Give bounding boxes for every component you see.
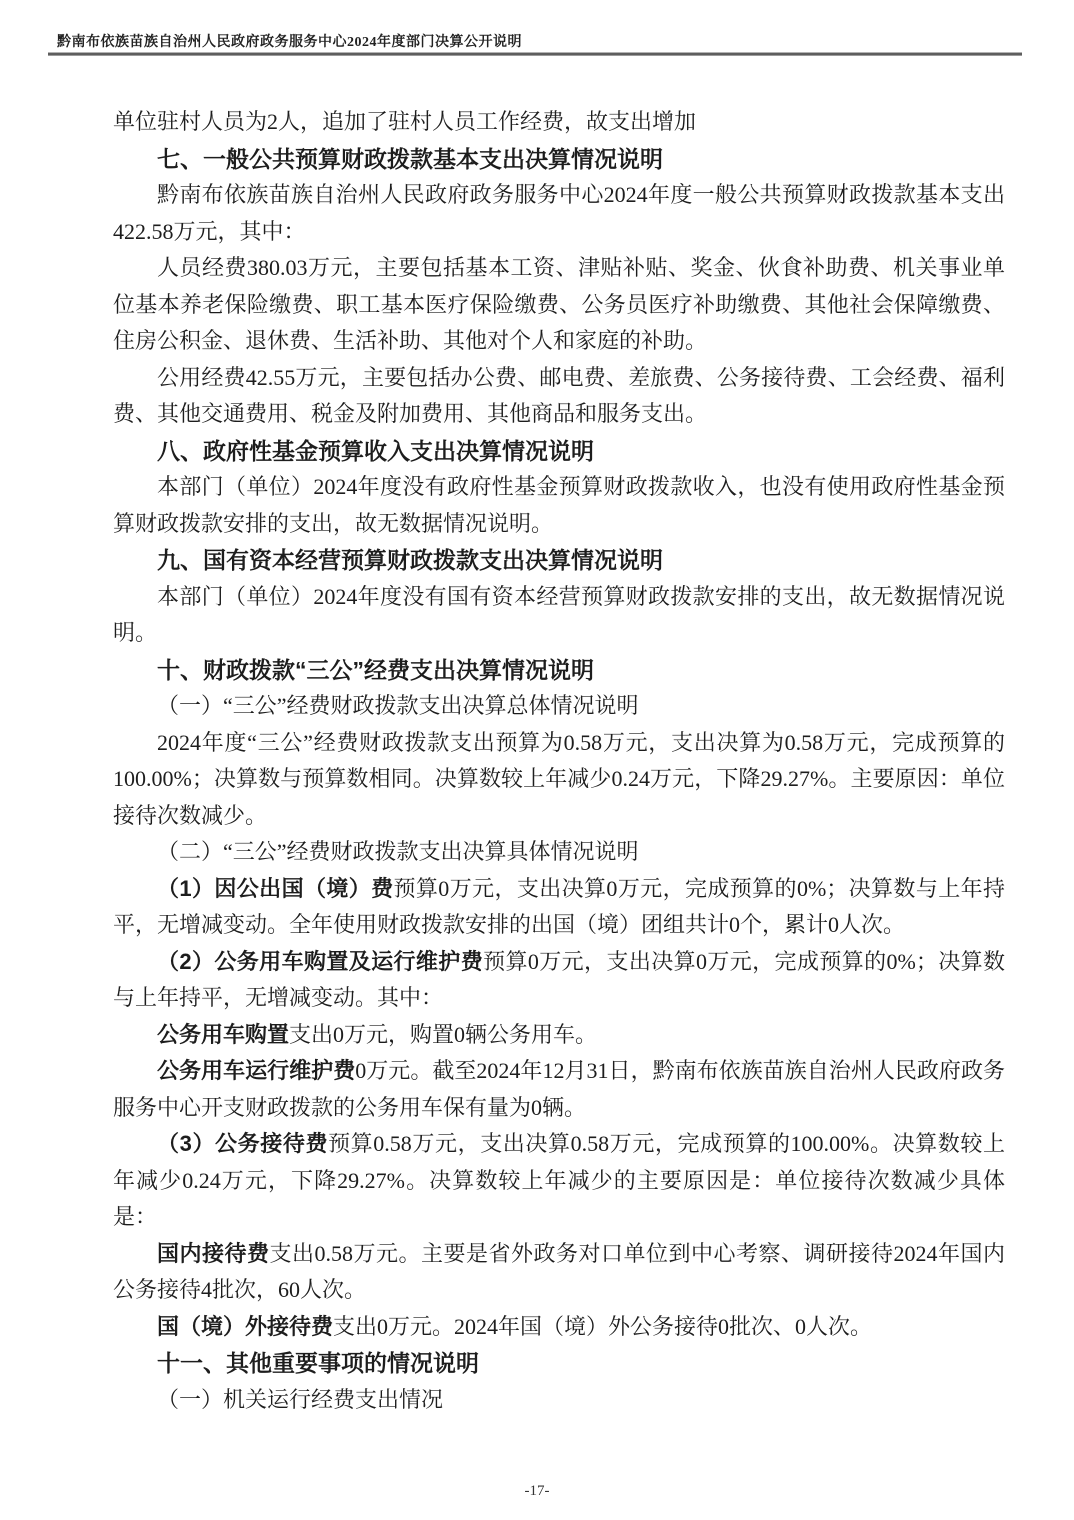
header-rule	[48, 52, 1022, 56]
bold-lead: 国（境）外接待费	[157, 1313, 334, 1339]
page-number: -17-	[524, 1483, 550, 1499]
paragraph: 2024年度“三公”经费财政拨款支出预算为0.58万元，支出决算为0.58万元，完成预算的100.00%；决算数与预算数相同。决算数较上年减少0.24万元，下降29.27%。主要原因：单位接待次数减少。	[113, 729, 1005, 828]
paragraph: 国（境）外接待费支出0万元。2024年国（境）外公务接待0批次、0人次。	[157, 1313, 873, 1339]
bold-lead: （1）因公出国（境）费	[157, 875, 394, 901]
paragraph: 本部门（单位）2024年度没有国有资本经营预算财政拨款安排的支出，故无数据情况说明。	[113, 583, 1005, 645]
bold-lead: 公务用车运行维护费	[157, 1058, 356, 1083]
paragraph: 公务用车运行维护费0万元。截至2024年12月31日，黔南布依族苗族自治州人民政府政务服务中心开支财政拨款的公务用车保有量为0辆。	[113, 1058, 1005, 1120]
bold-lead: 公务用车购置	[157, 1021, 290, 1047]
paragraph: （3）公务接待费预算0.58万元，支出决算0.58万元，完成预算的100.00%。决算数较上年减少0.24万元，下降29.27%。决算数较上年减少的主要原因是：单位接待次数减少具体是：	[113, 1131, 1005, 1229]
paragraph: 单位驻村人员为2人，追加了驻村人员工作经费，故支出增加	[113, 109, 697, 134]
bold-lead: （3）公务接待费	[157, 1131, 329, 1156]
document-body	[113, 104, 1005, 1418]
paragraph: 公用经费42.55万元，主要包括办公费、邮电费、差旅费、公务接待费、工会经费、福利费、其他交通费用、税金及附加费用、其他商品和服务支出。	[113, 364, 1005, 426]
paragraph: （2）公务用车购置及运行维护费预算0万元，支出决算0万元，完成预算的0%；决算数与上年持平，无增减变动。其中：	[113, 948, 1005, 1010]
paragraph: 国内接待费支出0.58万元。主要是省外政务对口单位到中心考察、调研接待2024年国内公务接待4批次，60人次。	[113, 1240, 1005, 1302]
paragraph: （1）因公出国（境）费预算0万元，支出决算0万元，完成预算的0%；决算数与上年持平，无增减变动。全年使用财政拨款安排的出国（境）团组共计0个，累计0人次。	[113, 875, 1005, 937]
paragraph: 公务用车购置支出0万元，购置0辆公务用车。	[157, 1021, 598, 1047]
paragraph: 黔南布依族苗族自治州人民政府政务服务中心2024年度一般公共预算财政拨款基本支出422.58万元，其中：	[113, 182, 1005, 244]
page-header-title: 黔南布依族苗族自治州人民政府政务服务中心2024年度部门决算公开说明	[57, 35, 522, 50]
paragraph: 人员经费380.03万元，主要包括基本工资、津贴补贴、奖金、伙食补助费、机关事业单位基本养老保险缴费、职工基本医疗保险缴费、公务员医疗补助缴费、其他社会保障缴费、住房公积金、退休费、生活补助、其他对个人和家庭的补助。	[113, 255, 1005, 353]
section-heading: 十一、其他重要事项的情况说明	[157, 1350, 479, 1376]
section-heading: 八、政府性基金预算收入支出决算情况说明	[157, 437, 594, 464]
paragraph: 本部门（单位）2024年度没有政府性基金预算财政拨款收入，也没有使用政府性基金预算财政拨款安排的支出，故无数据情况说明。	[113, 474, 1005, 536]
sub-heading: （二）“三公”经费财政拨款支出决算具体情况说明	[157, 839, 639, 864]
sub-heading: （一）机关运行经费支出情况	[157, 1386, 444, 1412]
bold-lead: 国内接待费	[157, 1240, 270, 1266]
section-heading: 九、国有资本经营预算财政拨款支出决算情况说明	[157, 547, 663, 573]
bold-lead: （2）公务用车购置及运行维护费	[157, 948, 484, 974]
section-heading: 七、一般公共预算财政拨款基本支出决算情况说明	[157, 145, 663, 172]
sub-heading: （一）“三公”经费财政拨款支出决算总体情况说明	[157, 693, 639, 718]
section-heading: 十、财政拨款“三公”经费支出决算情况说明	[157, 656, 594, 683]
